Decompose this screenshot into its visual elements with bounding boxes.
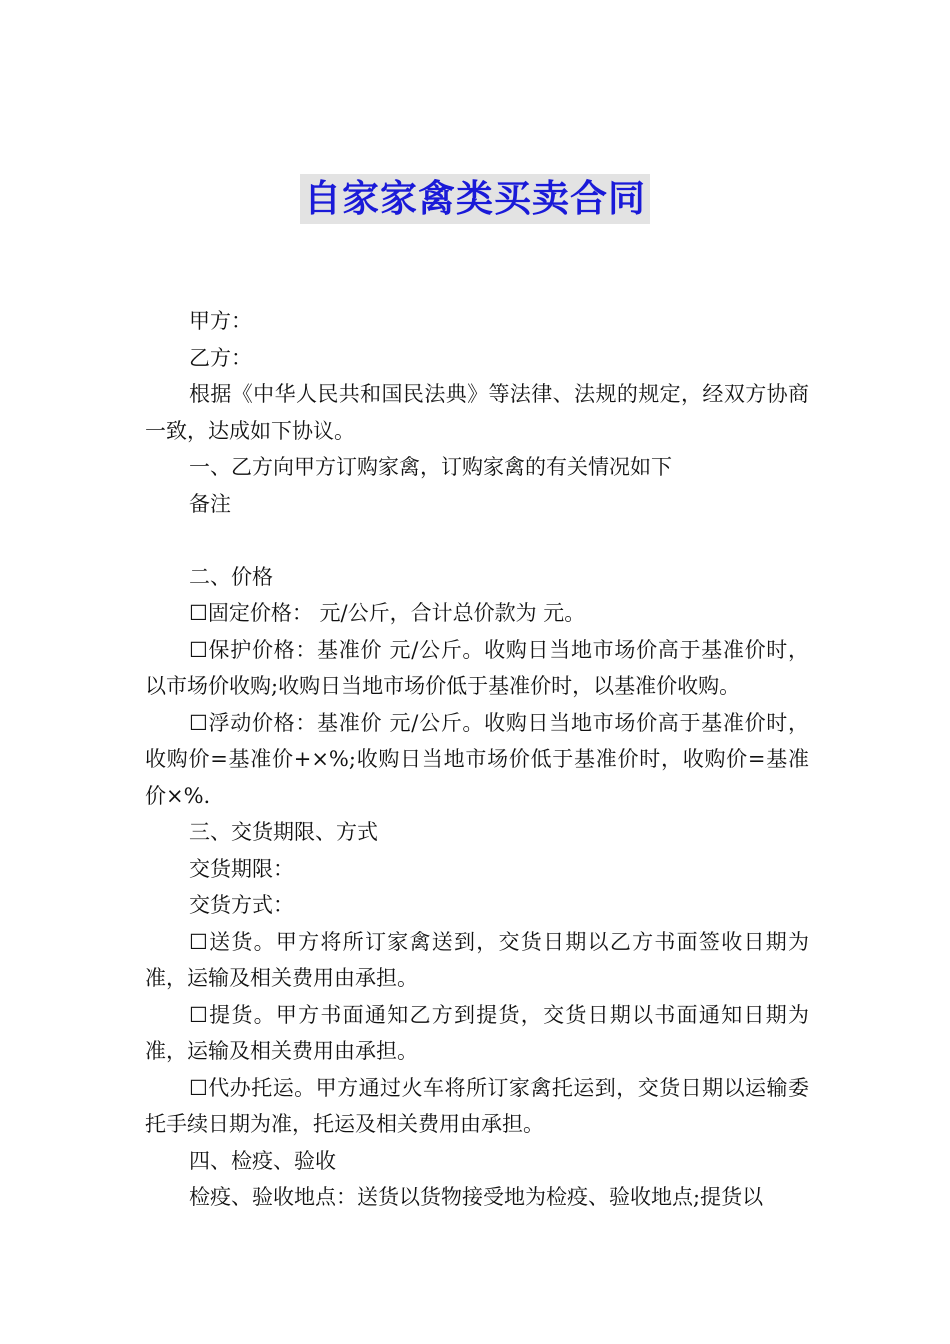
inspection-location-line: 检疫、验收地点：送货以货物接受地为检疫、验收地点;提货以 [189, 1185, 764, 1209]
delivery-option-send: ☐送货。甲方将所订家禽送到，交货日期以乙方书面签收日期为准，运输及相关费用由承担。 [145, 929, 809, 990]
delivery-period-line: 交货期限： [189, 856, 294, 881]
delivery-method-line: 交货方式： [189, 893, 294, 917]
section-4-heading: 四、检疫、验收 [189, 1148, 336, 1173]
delivery-option-consign: ☐代办托运。甲方通过火车将所订家禽托运到，交货日期以运输委托手续日期为准，托运及相关费用由承担。 [145, 1075, 809, 1136]
section-2-heading: 二、价格 [189, 564, 273, 589]
document-title: 自家家禽类买卖合同 [300, 174, 650, 224]
floating-price-option: ☐浮动价格：基准价 元/公斤。收购日当地市场价高于基准价时，收购价=基准价+×%;收购日当地市场价低于基准价时，收购价=基准价×%. [145, 710, 809, 808]
preamble-paragraph: 根据《中华人民共和国民法典》等法律、法规的规定，经双方协商一致，达成如下协议。 [145, 382, 809, 443]
section-1-heading: 一、乙方向甲方订购家禽，订购家禽的有关情况如下 [189, 455, 672, 479]
remarks-line: 备注 [189, 491, 231, 516]
delivery-option-pickup: ☐提货。甲方书面通知乙方到提货，交货日期以书面通知日期为准，运输及相关费用由承担。 [145, 1002, 809, 1063]
party-a-line: 甲方： [189, 309, 252, 333]
section-3-heading: 三、交货期限、方式 [189, 820, 378, 844]
protected-price-option: ☐保护价格：基准价 元/公斤。收购日当地市场价高于基准价时，以市场价收购;收购日当地市场价低于基准价时，以基准价收购。 [145, 637, 809, 698]
title-container [0, 174, 950, 224]
blank-spacer [145, 522, 809, 559]
document-body [145, 303, 809, 1216]
party-b-line: 乙方： [189, 345, 252, 370]
fixed-price-option: ☐固定价格： 元/公斤，合计总价款为 元。 [189, 601, 586, 625]
